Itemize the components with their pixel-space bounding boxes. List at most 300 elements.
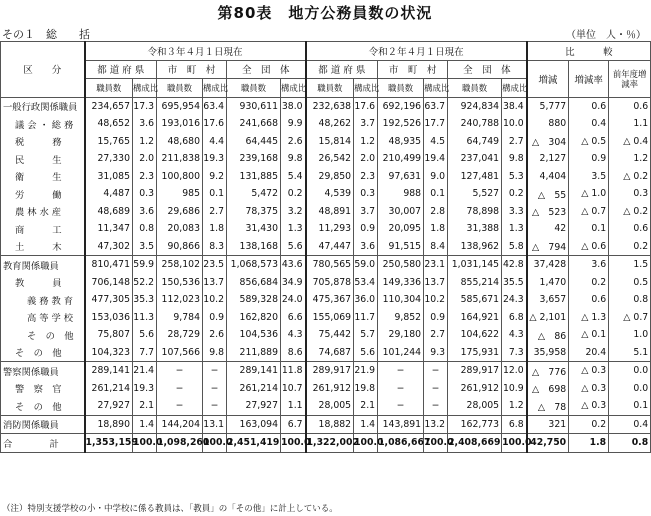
table-cell: 13.7	[203, 274, 227, 292]
table-cell: 192,526	[378, 115, 424, 133]
table-cell: −	[203, 362, 227, 380]
table-cell: 91,515	[378, 238, 424, 256]
row-label: そ の 他	[1, 326, 85, 344]
table-cell: 138,168	[227, 238, 281, 256]
header-pref-r2: 都 道 府 県	[306, 60, 378, 79]
table-cell: 810,471	[85, 256, 133, 274]
table-cell: 2.3	[354, 168, 378, 186]
table-cell: 28,005	[306, 397, 354, 415]
row-label: 警 察 官	[1, 380, 85, 398]
table-cell: 143,891	[378, 415, 424, 434]
header-change-rate: 増減率	[569, 60, 609, 97]
table-cell: 9.8	[203, 344, 227, 362]
table-cell: 59.0	[354, 256, 378, 274]
table-cell: 705,878	[306, 274, 354, 292]
table-cell: 211,889	[227, 344, 281, 362]
row-label: 議 会 ・ 総 務	[1, 115, 85, 133]
table-cell: 9.9	[281, 115, 306, 133]
table-cell: 0.4	[569, 115, 609, 133]
table-cell: △ 0.4	[609, 133, 651, 151]
table-cell: 63.7	[424, 97, 448, 115]
table-cell: 3.7	[354, 115, 378, 133]
table-cell: 100.0	[203, 434, 227, 453]
table-cell: 164,921	[448, 309, 502, 327]
table-cell: △ 0.3	[569, 380, 609, 398]
table-cell: 289,141	[227, 362, 281, 380]
table-cell: 5,472	[227, 185, 281, 203]
table-cell: 29,180	[378, 326, 424, 344]
table-cell: −	[157, 380, 203, 398]
table-cell: 35,958	[527, 344, 569, 362]
header-staff: 職員数	[227, 79, 281, 98]
table-cell: 15,814	[306, 133, 354, 151]
table-cell: 985	[157, 185, 203, 203]
table-cell: 100.0	[424, 434, 448, 453]
table-cell: 2,408,669	[448, 434, 502, 453]
table-cell: 5,777	[527, 97, 569, 115]
table-row	[1, 133, 651, 151]
table-cell: △ 55	[527, 185, 569, 203]
table-cell: 8.6	[281, 344, 306, 362]
table-cell: 1.4	[354, 415, 378, 434]
table-cell: 28,729	[157, 326, 203, 344]
table-cell: 17.6	[203, 115, 227, 133]
table-cell: 2.0	[354, 150, 378, 168]
row-label: 税 務	[1, 133, 85, 151]
table-cell: 13.2	[424, 415, 448, 434]
table-cell: 0.6	[569, 291, 609, 309]
table-cell: △ 0.2	[609, 203, 651, 221]
table-cell: 2.7	[203, 203, 227, 221]
table-cell: 0.6	[609, 220, 651, 238]
table-cell: 0.0	[609, 362, 651, 380]
table-cell: 38.0	[281, 97, 306, 115]
row-label: 民 生	[1, 150, 85, 168]
table-cell: 26,542	[306, 150, 354, 168]
table-cell: 5.1	[609, 344, 651, 362]
table-cell: 100.0	[502, 434, 527, 453]
table-cell: 4.4	[203, 133, 227, 151]
table-cell: 855,214	[448, 274, 502, 292]
table-cell: 10.7	[281, 380, 306, 398]
table-cell: 1,031,145	[448, 256, 502, 274]
header-total-r2: 全 団 体	[448, 60, 527, 79]
row-label: 農 林 水 産	[1, 203, 85, 221]
table-cell: 104,536	[227, 326, 281, 344]
table-cell: △ 78	[527, 397, 569, 415]
table-cell: 0.8	[609, 291, 651, 309]
table-cell: 37,428	[527, 256, 569, 274]
table-cell: △ 0.7	[609, 309, 651, 327]
table-cell: 0.1	[424, 185, 448, 203]
table-cell: △ 0.5	[569, 133, 609, 151]
table-cell: 63.4	[203, 97, 227, 115]
table-cell: 10.9	[502, 380, 527, 398]
header-compare: 比 較	[527, 42, 651, 61]
table-cell: 6.7	[281, 415, 306, 434]
table-cell: 11.8	[281, 362, 306, 380]
header-r3: 令和３年４月１日現在	[85, 42, 306, 61]
table-cell: 34.9	[281, 274, 306, 292]
table-cell: 150,536	[157, 274, 203, 292]
table-cell: 6.8	[502, 309, 527, 327]
table-cell: 17.7	[424, 115, 448, 133]
table-cell: 289,141	[85, 362, 133, 380]
table-cell: 924,834	[448, 97, 502, 115]
table-cell: 261,912	[448, 380, 502, 398]
table-cell: 9,852	[378, 309, 424, 327]
table-cell: 3.7	[354, 203, 378, 221]
table-cell: 6.6	[281, 309, 306, 327]
row-label: そ の 他	[1, 344, 85, 362]
table-cell: 0.9	[569, 150, 609, 168]
table-cell: 4,487	[85, 185, 133, 203]
table-cell: 3.5	[569, 168, 609, 186]
table-cell: 5.6	[354, 344, 378, 362]
table-cell: 9.2	[203, 168, 227, 186]
table-cell: 9.8	[281, 150, 306, 168]
table-cell: 100.0	[281, 434, 306, 453]
table-cell: 24.0	[281, 291, 306, 309]
table-cell: 101,244	[378, 344, 424, 362]
table-row	[1, 309, 651, 327]
table-cell: 9,784	[157, 309, 203, 327]
table-cell: 856,684	[227, 274, 281, 292]
table-row	[1, 115, 651, 133]
table-cell: 7.7	[133, 344, 157, 362]
table-cell: 100,800	[157, 168, 203, 186]
table-cell: 1.1	[281, 397, 306, 415]
table-cell: 18,882	[306, 415, 354, 434]
row-label: 一般行政関係職員	[1, 97, 85, 115]
table-cell: 289,917	[306, 362, 354, 380]
table-cell: 0.2	[502, 185, 527, 203]
table-cell: 131,885	[227, 168, 281, 186]
footnote: （注）特別支援学校の小・中学校に係る教員は、「教員」の「その他」に計上している。	[2, 504, 338, 514]
row-label: 土 木	[1, 238, 85, 256]
table-cell: 0.6	[569, 97, 609, 115]
table-row	[1, 326, 651, 344]
table-cell: 2.0	[133, 150, 157, 168]
table-cell: 0.2	[609, 238, 651, 256]
table-cell: △ 0.6	[569, 238, 609, 256]
row-label: 商 工	[1, 220, 85, 238]
table-title: 第80表 地方公務員数の状況	[217, 4, 433, 22]
table-cell: 7.3	[502, 344, 527, 362]
table-cell: 0.6	[609, 97, 651, 115]
table-cell: 78,898	[448, 203, 502, 221]
table-cell: 19.4	[424, 150, 448, 168]
table-cell: 9.0	[424, 168, 448, 186]
table-cell: 100.0	[354, 434, 378, 453]
table-row	[1, 203, 651, 221]
table-cell: 4,404	[527, 168, 569, 186]
table-cell: △ 0.1	[569, 326, 609, 344]
table-cell: 19.8	[354, 380, 378, 398]
table-cell: 29,686	[157, 203, 203, 221]
row-label: 合 計	[1, 434, 85, 453]
table-cell: 1.5	[609, 256, 651, 274]
table-cell: 64,445	[227, 133, 281, 151]
table-cell: 706,148	[85, 274, 133, 292]
table-cell: △ 1.3	[569, 309, 609, 327]
table-cell: −	[203, 397, 227, 415]
table-cell: 53.4	[354, 274, 378, 292]
table-cell: 27,927	[227, 397, 281, 415]
table-cell: 3.6	[133, 203, 157, 221]
table-cell: 250,580	[378, 256, 424, 274]
table-cell: △ 794	[527, 238, 569, 256]
table-cell: 240,788	[448, 115, 502, 133]
table-cell: 31,430	[227, 220, 281, 238]
table-cell: −	[424, 362, 448, 380]
table-cell: 1.8	[569, 434, 609, 453]
table-cell: 0.3	[354, 185, 378, 203]
table-cell: 0.1	[203, 185, 227, 203]
table-cell: 1,322,002	[306, 434, 354, 453]
table-cell: 29,850	[306, 168, 354, 186]
table-cell: 0.9	[354, 220, 378, 238]
table-cell: −	[424, 397, 448, 415]
table-cell: 585,671	[448, 291, 502, 309]
row-label: 警察関係職員	[1, 362, 85, 380]
table-cell: 18,890	[85, 415, 133, 434]
table-row	[1, 185, 651, 203]
table-cell: △ 698	[527, 380, 569, 398]
table-cell: 27,330	[85, 150, 133, 168]
row-label: 消防関係職員	[1, 415, 85, 434]
table-cell: 2.1	[133, 397, 157, 415]
table-cell: 477,305	[85, 291, 133, 309]
header-ratio: 構成比	[354, 79, 378, 98]
table-cell: 48,689	[85, 203, 133, 221]
table-cell: 1.3	[281, 220, 306, 238]
table-cell: 0.1	[569, 220, 609, 238]
table-cell: 104,323	[85, 344, 133, 362]
header-muni-r3: 市 町 村	[157, 60, 227, 79]
table-cell: 2.7	[424, 326, 448, 344]
table-row	[1, 274, 651, 292]
table-cell: 47,447	[306, 238, 354, 256]
table-cell: 48,935	[378, 133, 424, 151]
table-cell: 11.7	[354, 309, 378, 327]
header-total-r3: 全 団 体	[227, 60, 306, 79]
table-cell: 21.4	[133, 362, 157, 380]
table-cell: 35.5	[502, 274, 527, 292]
table-cell: 3,657	[527, 291, 569, 309]
table-cell: 0.3	[609, 185, 651, 203]
table-cell: 97,631	[378, 168, 424, 186]
table-cell: −	[424, 380, 448, 398]
table-cell: 100.0	[133, 434, 157, 453]
header-pref-r3: 都 道 府 県	[85, 60, 157, 79]
table-cell: 10.2	[424, 291, 448, 309]
table-cell: 43.6	[281, 256, 306, 274]
table-row	[1, 168, 651, 186]
table-cell: 48,680	[157, 133, 203, 151]
table-cell: 261,912	[306, 380, 354, 398]
table-cell: 2,127	[527, 150, 569, 168]
header-muni-r2: 市 町 村	[378, 60, 448, 79]
row-label: 教育関係職員	[1, 256, 85, 274]
table-cell: 20,083	[157, 220, 203, 238]
table-cell: 48,891	[306, 203, 354, 221]
table-cell: 258,102	[157, 256, 203, 274]
table-cell: 127,481	[448, 168, 502, 186]
table-cell: 42,750	[527, 434, 569, 453]
table-cell: 0.3	[133, 185, 157, 203]
header-staff: 職員数	[448, 79, 502, 98]
table-cell: 8.4	[424, 238, 448, 256]
table-cell: 0.9	[203, 309, 227, 327]
table-cell: 2.6	[281, 133, 306, 151]
table-cell: 31,085	[85, 168, 133, 186]
header-ratio: 構成比	[424, 79, 448, 98]
table-cell: 1,098,260	[157, 434, 203, 453]
table-cell: −	[203, 380, 227, 398]
header-staff: 職員数	[157, 79, 203, 98]
table-cell: △ 304	[527, 133, 569, 151]
table-cell: 52.2	[133, 274, 157, 292]
table-cell: △ 86	[527, 326, 569, 344]
table-cell: 695,954	[157, 97, 203, 115]
table-body	[1, 97, 651, 452]
table-cell: 0.2	[569, 415, 609, 434]
header-ratio: 構成比	[203, 79, 227, 98]
table-cell: 930,611	[227, 97, 281, 115]
table-cell: 0.9	[424, 309, 448, 327]
row-label: 義 務 教 育	[1, 291, 85, 309]
table-cell: 42	[527, 220, 569, 238]
table-cell: 23.1	[424, 256, 448, 274]
table-cell: △ 1.0	[569, 185, 609, 203]
table-row	[1, 238, 651, 256]
table-cell: 1,086,667	[378, 434, 424, 453]
table-cell: 0.2	[569, 274, 609, 292]
table-cell: 12.0	[502, 362, 527, 380]
table-cell: △ 523	[527, 203, 569, 221]
table-cell: 175,931	[448, 344, 502, 362]
table-cell: 1.2	[609, 150, 651, 168]
table-cell: 42.8	[502, 256, 527, 274]
table-row	[1, 434, 651, 453]
table-cell: △ 0.3	[569, 397, 609, 415]
table-cell: 5,527	[448, 185, 502, 203]
table-cell: 589,328	[227, 291, 281, 309]
table-cell: 475,367	[306, 291, 354, 309]
table-cell: △ 0.2	[609, 168, 651, 186]
row-label: そ の 他	[1, 397, 85, 415]
header-prev-rate: 前年度増減率	[609, 60, 651, 97]
table-cell: 261,214	[227, 380, 281, 398]
table-cell: 64,749	[448, 133, 502, 151]
table-cell: 289,917	[448, 362, 502, 380]
table-cell: 36.0	[354, 291, 378, 309]
table-cell: 74,687	[306, 344, 354, 362]
table-cell: 5.4	[281, 168, 306, 186]
table-row	[1, 362, 651, 380]
table-cell: 90,866	[157, 238, 203, 256]
table-cell: 11,347	[85, 220, 133, 238]
table-subtitle: その１ 総 括	[2, 28, 90, 41]
table-row	[1, 150, 651, 168]
table-cell: 1.2	[133, 133, 157, 151]
table-cell: 11.3	[133, 309, 157, 327]
table-cell: 1.1	[609, 115, 651, 133]
table-cell: 1,068,573	[227, 256, 281, 274]
table-cell: 1.2	[354, 133, 378, 151]
table-cell: 24.3	[502, 291, 527, 309]
table-cell: 5.8	[502, 238, 527, 256]
table-cell: 27,927	[85, 397, 133, 415]
table-cell: 9.8	[502, 150, 527, 168]
table-cell: 144,204	[157, 415, 203, 434]
table-row	[1, 415, 651, 434]
table-cell: 2.6	[203, 326, 227, 344]
table-cell: 59.9	[133, 256, 157, 274]
table-cell: 2.8	[424, 203, 448, 221]
table-cell: 8.3	[203, 238, 227, 256]
table-cell: 237,041	[448, 150, 502, 168]
table-cell: 988	[378, 185, 424, 203]
table-cell: −	[157, 397, 203, 415]
table-cell: 1.8	[203, 220, 227, 238]
table-cell: 232,638	[306, 97, 354, 115]
header-ratio: 構成比	[133, 79, 157, 98]
table-cell: 155,069	[306, 309, 354, 327]
table-cell: 3.3	[502, 203, 527, 221]
table-cell: 3.6	[569, 256, 609, 274]
table-cell: −	[378, 362, 424, 380]
table-cell: 75,807	[85, 326, 133, 344]
table-cell: 149,336	[378, 274, 424, 292]
header-change: 増減	[527, 60, 569, 97]
table-cell: 153,036	[85, 309, 133, 327]
table-cell: 0.4	[609, 415, 651, 434]
table-cell: 35.3	[133, 291, 157, 309]
table-cell: 19.3	[133, 380, 157, 398]
table-cell: 2.7	[502, 133, 527, 151]
table-cell: 261,214	[85, 380, 133, 398]
table-cell: 112,023	[157, 291, 203, 309]
table-cell: 2.3	[133, 168, 157, 186]
table-cell: 1,470	[527, 274, 569, 292]
table-cell: 75,442	[306, 326, 354, 344]
table-cell: 78,375	[227, 203, 281, 221]
table-cell: 4.3	[502, 326, 527, 344]
row-label: 教 員	[1, 274, 85, 292]
table-cell: 30,007	[378, 203, 424, 221]
staff-table	[0, 41, 651, 453]
table-cell: 104,622	[448, 326, 502, 344]
header-r2: 令和２年４月１日現在	[306, 42, 527, 61]
table-cell: 1.3	[502, 220, 527, 238]
table-cell: 241,668	[227, 115, 281, 133]
table-row	[1, 344, 651, 362]
table-cell: 23.5	[203, 256, 227, 274]
table-cell: 162,773	[448, 415, 502, 434]
table-cell: 239,168	[227, 150, 281, 168]
table-cell: 38.4	[502, 97, 527, 115]
table-row	[1, 97, 651, 115]
table-cell: △ 2,101	[527, 309, 569, 327]
table-cell: 10.2	[203, 291, 227, 309]
header-category: 区 分	[1, 42, 85, 98]
table-cell: 17.3	[133, 97, 157, 115]
unit-label: （単位 人・％）	[566, 30, 646, 41]
table-cell: 163,094	[227, 415, 281, 434]
table-cell: 3.6	[133, 115, 157, 133]
